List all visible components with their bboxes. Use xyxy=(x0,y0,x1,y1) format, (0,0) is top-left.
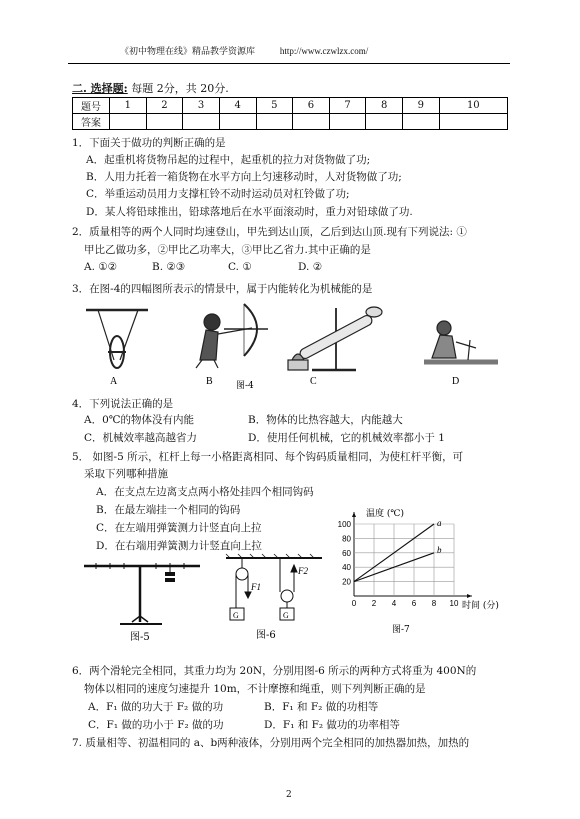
answer-cell[interactable] xyxy=(439,114,507,130)
force-f2-label: F2 xyxy=(298,566,308,576)
chart-gridlines xyxy=(354,524,454,596)
section-label: 二. 选择题: xyxy=(72,82,128,95)
q6-line1: 6．两个滑轮完全相同，其重力均为 20N，分别用图-6 所示的两种方式将重为 400N的 xyxy=(72,665,477,677)
page-number: 2 xyxy=(286,790,292,800)
figure-4d-fire-drill-illustration xyxy=(424,321,498,362)
figure-4-caption: 图-4 xyxy=(236,381,254,390)
figure-7-caption: 图-7 xyxy=(392,625,410,635)
figure-5-caption: 图-5 xyxy=(130,632,150,643)
qnum-cell: 2 xyxy=(146,98,183,114)
qnum-cell: 4 xyxy=(219,98,256,114)
figure-4 xyxy=(84,298,504,390)
q6-option-a: A．F₁ 做的功大于 F₂ 做的功 xyxy=(88,701,224,713)
figure-4-label-c: C xyxy=(310,376,317,387)
qnum-cell: 6 xyxy=(293,98,330,114)
q2-option-a: A. ①② xyxy=(84,261,118,273)
chart-y-ticks xyxy=(338,520,352,587)
q4-option-c: C．机械效率越高越省力 xyxy=(84,432,198,444)
q2-option-d: D. ② xyxy=(298,261,323,273)
chart-x-ticks xyxy=(352,599,459,608)
q7-line1: 7. 质量相等、初温相同的 a、b两种液体，分别用两个完全相同的加热器加热，加热的 xyxy=(72,737,470,749)
x-tick-label: 8 xyxy=(431,599,437,608)
qnum-cell: 5 xyxy=(256,98,293,114)
x-tick-label: 0 xyxy=(351,599,357,608)
qnum-cell: 3 xyxy=(183,98,220,114)
q1-option-c: C．举重运动员用力支撑杠铃不动时运动员对杠铃做了功; xyxy=(86,188,350,200)
chart-series xyxy=(354,518,442,582)
figure-7-chart xyxy=(332,506,512,646)
answer-cell[interactable] xyxy=(293,114,330,130)
y-axis-arrow xyxy=(352,512,356,517)
q4-option-a: A．0℃的物体没有内能 xyxy=(84,414,195,426)
qnum-cell: 9 xyxy=(403,98,440,114)
y-tick-label: 100 xyxy=(337,520,351,529)
answer-cell[interactable] xyxy=(366,114,403,130)
y-tick-label: 40 xyxy=(342,563,351,573)
q1-option-d: D．某人将铅球推出，铅球落地后在水平面滚动时，重力对铅球做了功. xyxy=(86,206,413,218)
x-axis-arrow xyxy=(467,594,472,598)
q4-stem: 4．下列说法正确的是 xyxy=(72,398,174,410)
x-tick-label: 10 xyxy=(449,599,459,608)
hook-weights xyxy=(165,566,175,582)
header-title: 《初中物理在线》精品教学资源库 xyxy=(120,47,256,57)
q5-option-c: C．在左端用弹簧测力计竖直向上拉 xyxy=(96,522,262,534)
figure-4a-wheel-illustration xyxy=(86,310,148,368)
weight-g-label-2: G xyxy=(283,611,289,620)
row-head-number: 题号 xyxy=(73,98,110,114)
section-title xyxy=(72,80,229,96)
header-rule xyxy=(68,63,510,64)
q6-option-b: B．F₁ 和 F₂ 做的功相等 xyxy=(264,701,379,713)
q5-option-b: B．在最左端挂一个相同的钩码 xyxy=(96,504,241,516)
qnum-cell: 8 xyxy=(366,98,403,114)
header-url[interactable]: http://www.czwlzx.com/ xyxy=(279,46,369,56)
answer-cell[interactable] xyxy=(219,114,256,130)
y-tick-label: 60 xyxy=(342,548,351,558)
answer-table-row-answers xyxy=(73,114,508,130)
answer-cell[interactable] xyxy=(329,114,366,130)
figure-6-pulleys xyxy=(222,552,332,644)
x-tick-label: 2 xyxy=(371,599,377,608)
answer-cell[interactable] xyxy=(403,114,440,130)
figure-6-caption: 图-6 xyxy=(256,630,276,641)
row-head-answer: 答案 xyxy=(73,114,110,130)
answer-table xyxy=(72,97,508,130)
q5-line2: 采取下列哪种措施 xyxy=(84,468,168,480)
q5-option-a: A．在支点左边离支点两小格处挂四个相同钩码 xyxy=(96,486,314,498)
chart-y-axis-label: 温度 (℃) xyxy=(366,509,404,519)
qnum-cell: 1 xyxy=(110,98,147,114)
q2-line1: 2．质量相等的两个人同时均速登山，甲先到达山顶，乙后到达山顶.现有下列说法: ① xyxy=(72,226,467,238)
q1-option-b: B．人用力托着一箱货物在水平方向上匀速移动时，人对货物做了功; xyxy=(86,171,402,183)
answer-cell[interactable] xyxy=(183,114,220,130)
answer-cell[interactable] xyxy=(146,114,183,130)
y-tick-label: 80 xyxy=(342,534,351,544)
figure-4c-steam-experiment-illustration xyxy=(288,307,382,370)
answer-cell[interactable] xyxy=(110,114,147,130)
x-tick-label: 4 xyxy=(391,599,397,608)
q2-line2: 甲比乙做功多，②甲比乙功率大，③甲比乙省力.其中正确的是 xyxy=(84,244,371,256)
x-tick-label: 6 xyxy=(411,599,417,608)
q2-option-b: B. ②③ xyxy=(152,261,186,273)
figure-4-label-b: B xyxy=(206,376,213,387)
page-header xyxy=(120,44,368,57)
figure-5-lever xyxy=(80,556,206,644)
figure-4b-archer-illustration xyxy=(196,304,268,368)
series-label-a: a xyxy=(437,518,442,528)
section-note: 每题 2分，共 20分. xyxy=(131,82,229,95)
force-f1-label: F1 xyxy=(251,582,261,592)
q2-option-c: C. ① xyxy=(228,261,252,273)
weight-g-label-1: G xyxy=(233,611,239,620)
q1-option-a: A．起重机将货物吊起的过程中，起重机的拉力对货物做了功; xyxy=(86,154,371,166)
q6-line2: 物体以相同的速度匀速提升 10m，不计摩擦和绳重，则下列判断正确的是 xyxy=(84,683,426,695)
q4-option-b: B．物体的比热容越大，内能越大 xyxy=(248,414,403,426)
q5-line1: 5． 如图-5 所示，杠杆上每一小格距离相同、每个钩码质量相同，为使杠杆平衡，可 xyxy=(72,451,464,463)
q6-option-d: D．F₁ 和 F₂ 做功的功率相等 xyxy=(264,719,400,731)
q5-option-d: D．在右端用弹簧测力计竖直向上拉 xyxy=(96,540,262,552)
qnum-cell: 7 xyxy=(329,98,366,114)
q6-option-c: C．F₁ 做的功小于 F₂ 做的功 xyxy=(88,719,224,731)
q4-option-d: D．使用任何机械，它的机械效率都小于 1 xyxy=(248,432,445,444)
y-tick-label: 20 xyxy=(342,577,351,587)
q1-stem: 1．下面关于做功的判断正确的是 xyxy=(72,137,226,149)
qnum-cell: 10 xyxy=(439,98,507,114)
figure-4-label-d: D xyxy=(452,376,460,387)
q3-stem: 3．在图-4的四幅图所表示的情景中，属于内能转化为机械能的是 xyxy=(72,283,373,295)
figure-4-label-a: A xyxy=(110,376,118,387)
chart-x-axis-label: 时间 (分) xyxy=(462,601,499,611)
series-label-b: b xyxy=(437,544,442,555)
answer-cell[interactable] xyxy=(256,114,293,130)
answer-table-row-numbers xyxy=(73,98,508,114)
